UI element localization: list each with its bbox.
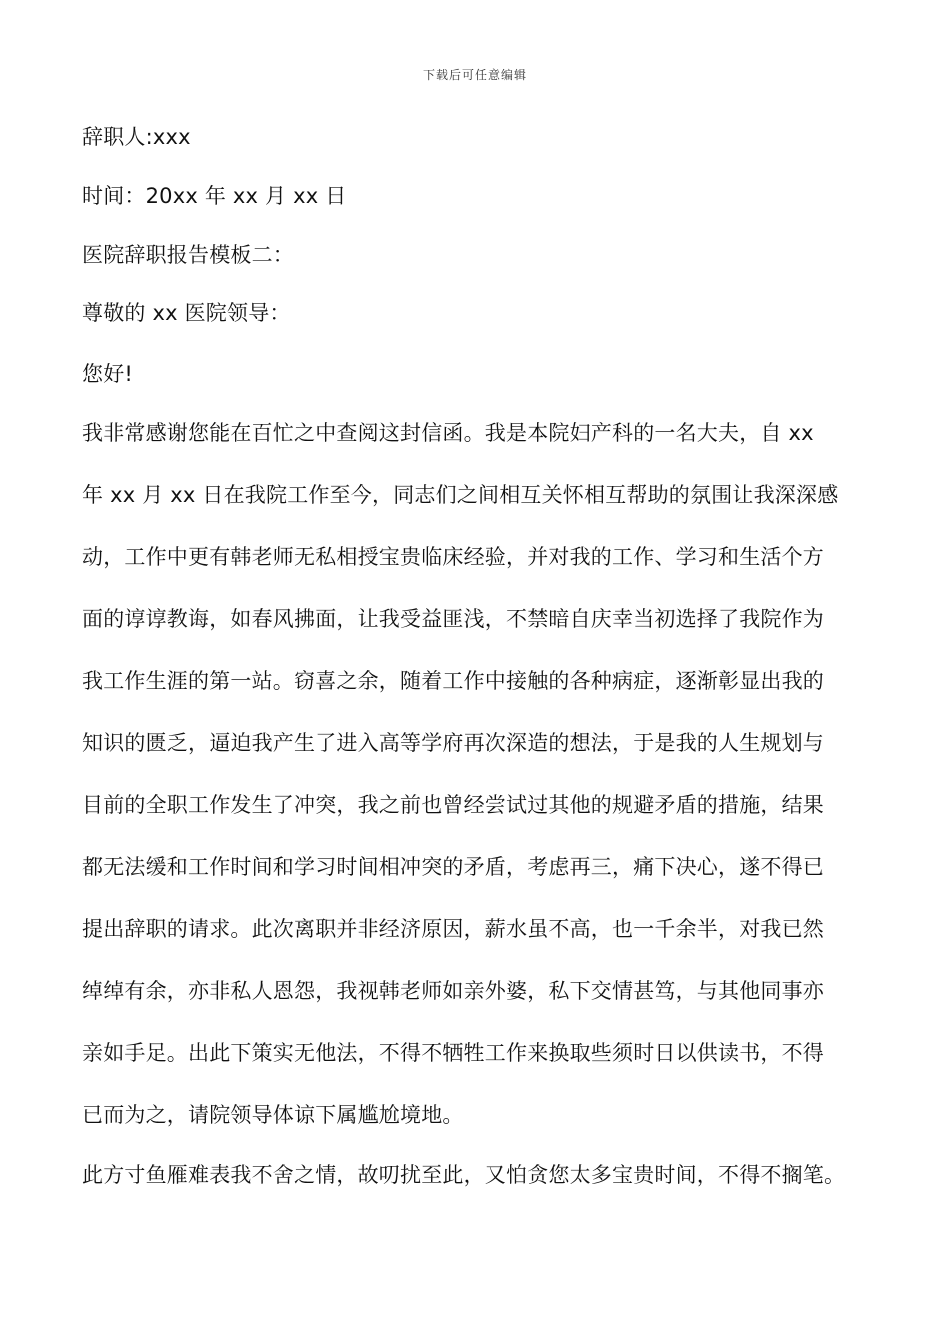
date-line: 时间：20xx 年 xx 月 xx 日 (82, 184, 347, 208)
paragraph-line: 动，工作中更有韩老师无私相授宝贵临床经验，并对我的工作、学习和生活个方 (82, 545, 824, 569)
paragraph-line: 我非常感谢您能在百忙之中查阅这封信函。我是本院妇产科的一名大夫，自 xx (82, 421, 814, 445)
paragraph-line: 已而为之，请院领导体谅下属尴尬境地。 (82, 1103, 464, 1127)
page-header-note: 下载后可任意编辑 (422, 68, 527, 82)
body-paragraph-2: 此方寸鱼雁难表我不舍之情，故叨扰至此，又怕贪您太多宝贵时间，不得不搁笔。 (82, 1163, 846, 1187)
paragraph-line: 目前的全职工作发生了冲突，我之前也曾经尝试过其他的规避矛盾的措施，结果 (82, 793, 824, 817)
paragraph-line: 都无法缓和工作时间和学习时间相冲突的矛盾，考虑再三，痛下决心，遂不得已 (82, 855, 824, 879)
resigner-line: 辞职人:xxx (82, 125, 191, 149)
paragraph-line: 知识的匮乏，逼迫我产生了进入高等学府再次深造的想法，于是我的人生规划与 (82, 731, 824, 755)
section-title: 医院辞职报告模板二： (82, 243, 294, 267)
paragraph-line: 绰绰有余，亦非私人恩怨，我视韩老师如亲外婆，私下交情甚笃，与其他同事亦 (82, 979, 824, 1003)
salutation: 尊敬的 xx 医院领导： (82, 301, 291, 325)
body-paragraph-1 (82, 418, 874, 1162)
paragraph-line: 面的谆谆教诲，如春风拂面，让我受益匪浅，不禁暗自庆幸当初选择了我院作为 (82, 607, 824, 631)
paragraph-line: 年 xx 月 xx 日在我院工作至今，同志们之间相互关怀相互帮助的氛围让我深深感 (82, 483, 839, 507)
greeting: 您好! (82, 362, 134, 386)
paragraph-line: 提出辞职的请求。此次离职并非经济原因，薪水虽不高，也一千余半，对我已然 (82, 917, 824, 941)
paragraph-line: 我工作生涯的第一站。窃喜之余，随着工作中接触的各种病症，逐渐彰显出我的 (82, 669, 824, 693)
paragraph-line: 亲如手足。出此下策实无他法，不得不牺牲工作来换取些须时日以供读书，不得 (82, 1041, 824, 1065)
